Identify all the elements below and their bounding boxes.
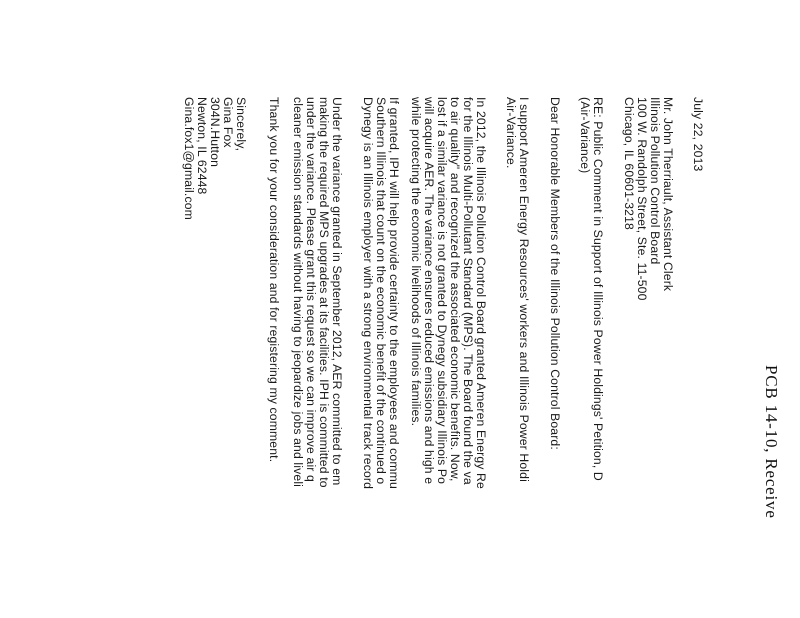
para2-line-4: lost if a similar variance is not granted to Dynegy subsidiary Illinois Po	[435, 97, 449, 485]
para1-line-1: I support Ameren Energy Resources' workers and Illinois Power Holdi	[517, 97, 531, 482]
para2-line-6: while protecting the economic livelihoods of Illinois families.	[409, 97, 423, 427]
salutation: Dear Honorable Members of the Illinois Pollution Control Board:	[548, 97, 562, 450]
para3-line-1: If granted, IPH will help provide certainty to the employees and commu	[387, 97, 401, 489]
para3-line-3: Dynegy is an Illinois employer with a strong environmental track record	[361, 97, 375, 490]
signer-city: Newton, IL 62448	[195, 97, 209, 195]
para4-line-2: making the required MPS upgrades at its facilities. IPH is committed to	[317, 97, 331, 488]
page-header-stamp: PCB 14-10, Receive	[762, 365, 781, 519]
address-line-2: Illinois Pollution Control Board	[648, 97, 662, 265]
para5-thanks: Thank you for your consideration and for registering my comment.	[267, 97, 281, 463]
signer-name: Gina Fox	[221, 97, 235, 148]
para4-line-3: under the variance. Please grant this request so we can improve air q	[304, 97, 318, 482]
para2-line-1: In 2012, the Illinois Pollution Control Board granted Ameren Energy Re	[474, 97, 488, 489]
para4-line-4: cleaner emission standards without having to jeopardize jobs and liveli	[291, 97, 305, 488]
subject-line-1: RE: Public Comment in Support of Illinois Power Holdings' Petition, D	[591, 97, 605, 481]
para2-line-5: will acquire AER. The variance ensures reduced emissions and high e	[422, 97, 436, 485]
para4-line-1: Under the variance granted in September 2012, AER committed to em	[330, 97, 344, 486]
signer-street: 304N.Hutton	[208, 97, 222, 168]
signer-email: Gina.fox1@gmail.com	[182, 97, 196, 220]
address-line-3: 100 W. Randolph Street, Ste. 11-500	[635, 97, 649, 301]
para1-line-2: Air-Variance.	[504, 97, 518, 169]
address-line-1: Mr. John Therriault, Assistant Clerk	[661, 97, 675, 292]
para2-line-2: for the Illinois Multi-Pollutant Standard (MPS). The Board found the va	[461, 97, 475, 485]
para3-line-2: Southern Illinois that count on the economic benefit of the continued o	[374, 97, 388, 485]
closing-sincerely: Sincerely,	[234, 97, 248, 152]
para2-line-3: to air quality" and recognized the associated economic benefits. Now,	[448, 97, 462, 482]
subject-line-2: (Air-Variance)	[578, 97, 592, 174]
address-line-4: Chicago, IL 60601-3218	[622, 97, 636, 230]
letter-date: July 22, 2013	[691, 97, 705, 172]
